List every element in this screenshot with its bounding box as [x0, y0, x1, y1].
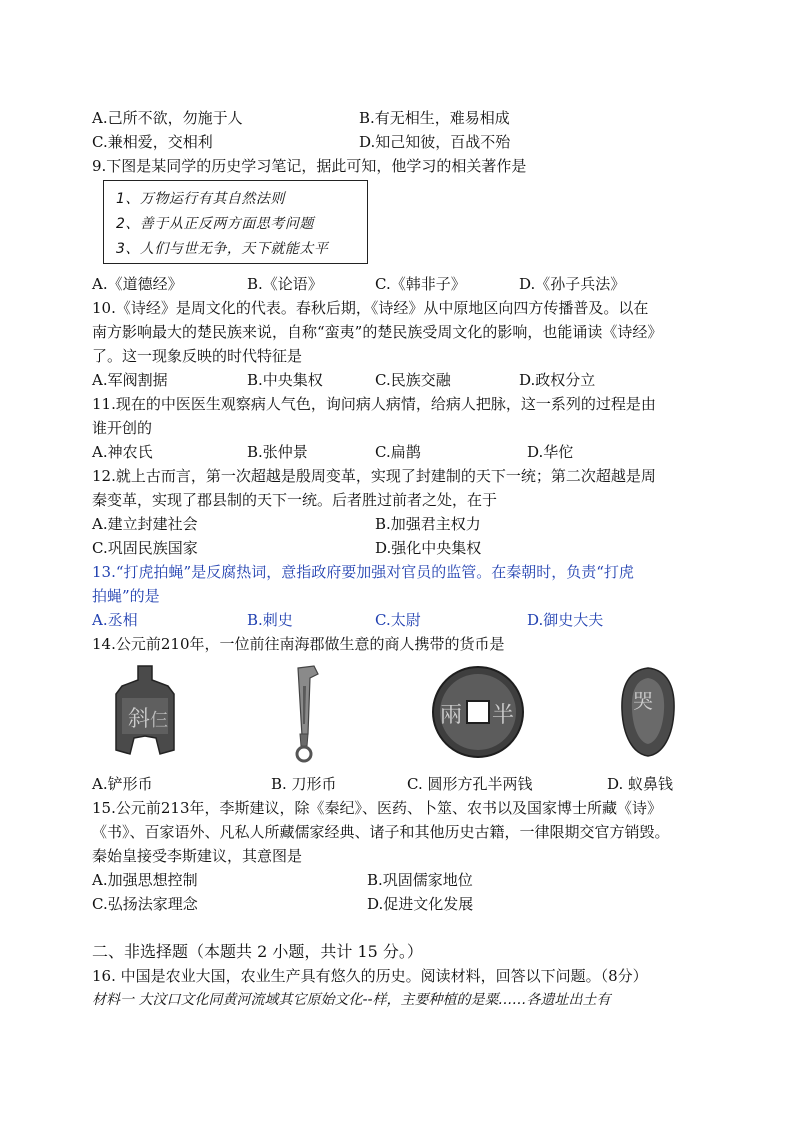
q11-option-b: B.张仲景 — [247, 443, 308, 461]
q15-option-c: C.弘扬法家理念 — [92, 895, 198, 913]
q12-stem-line-1: 12.就上古而言，第一次超越是殷周变革，实现了封建制的天下一统；第二次超越是周 — [92, 467, 656, 485]
q13-option-c: C.太尉 — [375, 611, 421, 629]
q9-option-b: B.《论语》 — [247, 275, 323, 293]
ban-liang-coin-image — [430, 664, 526, 760]
q16-stem: 16. 中国是农业大国，农业生产具有悠久的历史。阅读材料，回答以下问题。（8分） — [92, 967, 648, 985]
q13-option-d: D.御史大夫 — [527, 611, 604, 629]
q15-option-a: A.加强思想控制 — [92, 871, 198, 889]
q13-option-b: B.刺史 — [247, 611, 293, 629]
q8-option-b: B.有无相生，难易相成 — [359, 109, 510, 127]
q10-option-d: D.政权分立 — [519, 371, 596, 389]
spade-coin-image — [110, 664, 180, 760]
q8-option-c: C.兼相爱，交相利 — [92, 133, 213, 151]
q14-option-d: D. 蚁鼻钱 — [607, 775, 674, 793]
q9-option-c: C.《韩非子》 — [375, 275, 466, 293]
q8-option-d: D.知己知彼，百战不殆 — [359, 133, 511, 151]
q13-stem-line-1: 13.“打虎拍蝇”是反腐热词，意指政府要加强对官员的监管。在秦朝时，负责“打虎 — [92, 563, 634, 581]
q10-stem-line-1: 10.《诗经》是周文化的代表。春秋后期，《诗经》从中原地区向四方传播普及。以在 — [92, 299, 649, 317]
q12-option-b: B.加强君主权力 — [375, 515, 481, 533]
q10-stem-line-2: 南方影响最大的楚民族来说，自称“蛮夷”的楚民族受周文化的影响，也能诵读《诗经》 — [92, 323, 663, 341]
q9-stem: 9.下图是某同学的历史学习笔记，据此可知，他学习的相关著作是 — [92, 157, 527, 175]
svg-text:仨: 仨 — [150, 710, 168, 731]
q13-option-a: A.丞相 — [92, 611, 138, 629]
svg-text:半: 半 — [492, 703, 515, 728]
svg-text:兩: 兩 — [440, 703, 463, 728]
q15-stem-line-3: 秦始皇接受李斯建议，其意图是 — [92, 847, 303, 865]
q13-stem-line-2: 拍蝇”的是 — [92, 587, 160, 605]
q15-option-b: B.巩固儒家地位 — [367, 871, 473, 889]
q8-option-a: A.己所不欲，勿施于人 — [92, 109, 243, 127]
q10-option-a: A.军阀割据 — [92, 371, 168, 389]
q9-option-d: D.《孙子兵法》 — [519, 275, 626, 293]
q10-option-c: C.民族交融 — [375, 371, 451, 389]
q14-option-a: A.铲形币 — [92, 775, 153, 793]
q15-stem-line-1: 15.公元前213年，李斯建议，除《秦纪》、医药、卜筮、农书以及国家博士所藏《诗》 — [92, 799, 662, 817]
q12-option-c: C.巩固民族国家 — [92, 539, 198, 557]
q14-stem: 14.公元前210年，一位前往南海郡做生意的商人携带的货币是 — [92, 635, 505, 653]
q10-option-b: B.中央集权 — [247, 371, 323, 389]
study-notes-box — [103, 180, 368, 264]
q11-stem-line-2: 谁开创的 — [92, 419, 153, 437]
section-2-heading: 二、非选择题（本题共 2 小题，共计 15 分。） — [92, 942, 423, 961]
q11-stem-line-1: 11.现在的中医医生观察病人气色，询问病人病情，给病人把脉，这一系列的过程是由 — [92, 395, 656, 413]
svg-text:哭: 哭 — [633, 689, 653, 713]
q14-option-b: B. 刀形币 — [271, 775, 337, 793]
q16-material-1: 材料一 大汶口文化同黄河流域其它原始文化--样，主要种植的是粟……各遗址出土有 — [92, 992, 611, 1008]
q9-option-a: A.《道德经》 — [92, 275, 183, 293]
note-item-1: 1、万物运行有其自然法则 — [116, 191, 285, 207]
q15-option-d: D.促进文化发展 — [367, 895, 474, 913]
q14-option-c: C. 圆形方孔半两钱 — [407, 775, 533, 793]
note-item-3: 3、人们与世无争，天下就能太平 — [116, 241, 329, 257]
knife-coin-image — [288, 664, 328, 764]
q12-option-d: D.强化中央集权 — [375, 539, 482, 557]
q11-option-a: A.神农氏 — [92, 443, 153, 461]
q12-stem-line-2: 秦变革，实现了郡县制的天下一统。后者胜过前者之处，在于 — [92, 491, 498, 509]
svg-text:斜: 斜 — [128, 707, 151, 732]
note-item-2: 2、善于从正反两方面思考问题 — [116, 216, 314, 232]
q10-stem-line-3: 了。这一现象反映的时代特征是 — [92, 347, 303, 365]
q12-option-a: A.建立封建社会 — [92, 515, 198, 533]
q11-option-d: D.华佗 — [527, 443, 574, 461]
q15-stem-line-2: 《书》、百家语外、凡私人所藏儒家经典、诸子和其他历史古籍，一律限期交官方销毁。 — [92, 823, 670, 841]
q11-option-c: C.扁鹊 — [375, 443, 421, 461]
ant-nose-coin-image — [617, 664, 679, 760]
